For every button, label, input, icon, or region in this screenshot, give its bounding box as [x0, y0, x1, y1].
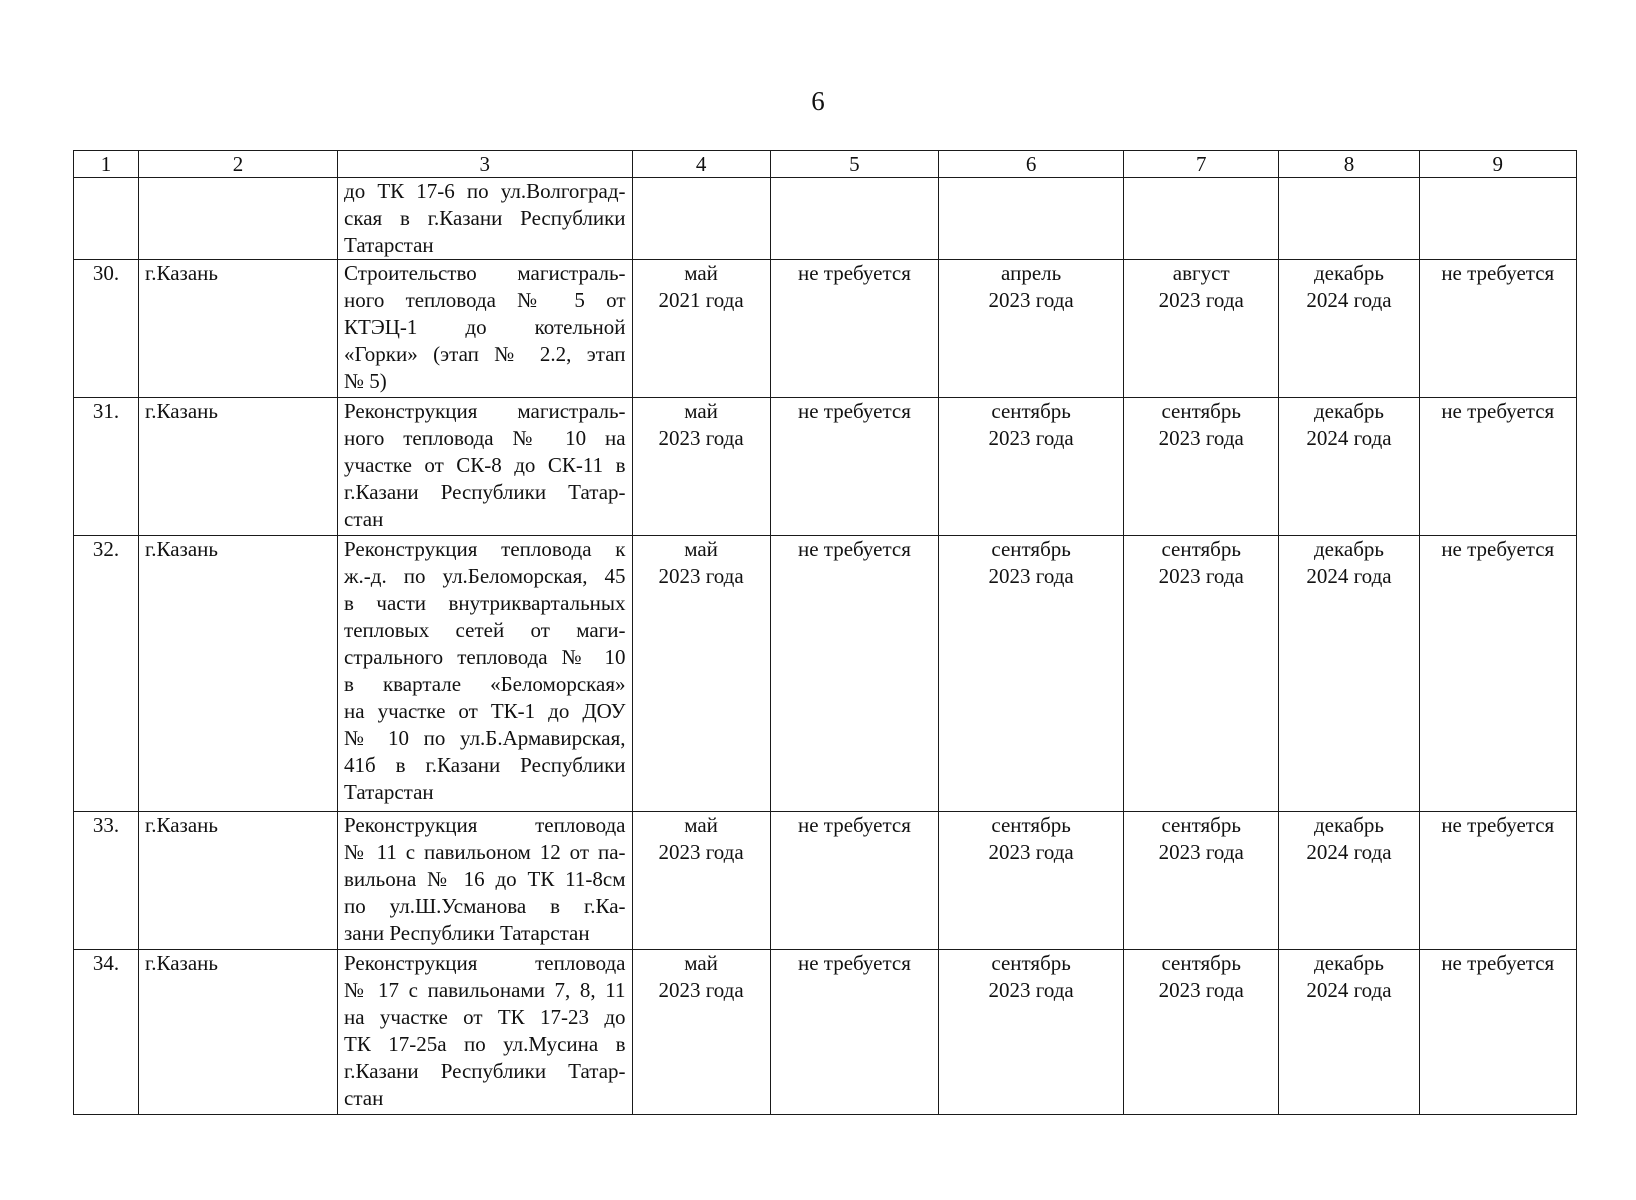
requirement-cell: не требуется [770, 812, 939, 950]
year-text: 2023 года [1158, 840, 1244, 864]
requirement-cell-col9 [1419, 178, 1576, 260]
date-cell-col7 [1124, 812, 1279, 950]
month-text: сентябрь [991, 951, 1071, 975]
description-line: 41б в г.Казани Республики [344, 753, 626, 777]
description-line: Реконструкция тепловода [344, 813, 626, 837]
start-date-cell [632, 398, 770, 536]
requirement-cell: не требуется [770, 398, 939, 536]
description-line: на участке от ТК-1 до ДОУ [344, 699, 626, 723]
description-line: «Горки» (этап № 2.2, этап [344, 342, 626, 366]
city-cell [138, 178, 337, 260]
year-text: 2023 года [658, 840, 744, 864]
date-cell-col6 [939, 950, 1124, 1115]
table-row [74, 536, 1577, 812]
month-text: май [684, 399, 718, 423]
description-line: ТК 17-25а по ул.Мусина в [344, 1032, 626, 1056]
month-text: декабрь [1313, 813, 1384, 837]
end-date-cell [1279, 398, 1419, 536]
date-cell-col6 [939, 178, 1124, 260]
description-line: в части внутриквартальных [344, 591, 626, 615]
requirement-cell: не требуется [770, 536, 939, 812]
month-text: сентябрь [1161, 537, 1241, 561]
end-date-cell [1279, 536, 1419, 812]
date-cell-col8 [1279, 178, 1419, 260]
description-line: зани Республики Татарстан [344, 921, 590, 945]
row-number-cell: 34. [74, 950, 139, 1115]
date-cell-col7 [1124, 260, 1279, 398]
year-text: 2023 года [1158, 288, 1244, 312]
row-number-cell: 33. [74, 812, 139, 950]
column-header: 7 [1124, 151, 1279, 178]
description-line: до ТК 17-6 по ул.Волгоград- [344, 179, 626, 203]
month-text: май [684, 537, 718, 561]
description-line: стрального тепловода № 10 [344, 645, 626, 669]
year-text: 2023 года [1158, 564, 1244, 588]
description-line: Татарстан [344, 780, 434, 804]
description-line: на участке от ТК 17-23 до [344, 1005, 626, 1029]
column-header: 9 [1419, 151, 1576, 178]
column-header: 5 [770, 151, 939, 178]
year-text: 2023 года [988, 978, 1074, 1002]
requirement-cell: не требуется [770, 950, 939, 1115]
column-header: 1 [74, 151, 139, 178]
column-header: 6 [939, 151, 1124, 178]
end-date-cell [1279, 260, 1419, 398]
month-text: декабрь [1313, 399, 1384, 423]
table-row [74, 398, 1577, 536]
year-text: 2024 года [1306, 288, 1392, 312]
month-text: май [684, 261, 718, 285]
year-text: 2024 года [1306, 564, 1392, 588]
city-cell: г.Казань [138, 398, 337, 536]
month-text: декабрь [1313, 951, 1384, 975]
month-text: май [684, 813, 718, 837]
city-cell: г.Казань [138, 260, 337, 398]
month-text: апрель [1001, 261, 1062, 285]
description-cell [338, 812, 633, 950]
table-row [74, 950, 1577, 1115]
month-text: сентябрь [991, 537, 1071, 561]
table-row [74, 812, 1577, 950]
requirement-cell: не требуется [1419, 536, 1576, 812]
description-line: ного тепловода № 5 от [344, 288, 626, 312]
description-line: КТЭЦ-1 до котельной [344, 315, 626, 339]
year-text: 2023 года [658, 978, 744, 1002]
month-text: сентябрь [991, 399, 1071, 423]
description-cell [338, 178, 633, 260]
schedule-table [73, 150, 1577, 1115]
year-text: 2021 года [658, 288, 744, 312]
year-text: 2024 года [1306, 840, 1392, 864]
year-text: 2023 года [1158, 978, 1244, 1002]
description-line: № 5) [344, 369, 387, 393]
description-line: участке от СК-8 до СК-11 в [344, 453, 626, 477]
description-cell [338, 950, 633, 1115]
start-date-cell [632, 950, 770, 1115]
year-text: 2024 года [1306, 426, 1392, 450]
month-text: сентябрь [991, 813, 1071, 837]
requirement-cell: не требуется [770, 260, 939, 398]
city-cell: г.Казань [138, 950, 337, 1115]
date-cell-col6 [939, 812, 1124, 950]
row-number-cell: 30. [74, 260, 139, 398]
requirement-cell-col5 [770, 178, 939, 260]
description-line: г.Казани Республики Татар- [344, 480, 626, 504]
column-header: 3 [338, 151, 633, 178]
start-date-cell [632, 812, 770, 950]
month-text: сентябрь [1161, 813, 1241, 837]
year-text: 2023 года [988, 840, 1074, 864]
description-line: г.Казани Республики Татар- [344, 1059, 626, 1083]
description-line: Реконструкция тепловода к [344, 537, 626, 561]
description-cell [338, 536, 633, 812]
description-line: Татарстан [344, 233, 434, 257]
description-line: тепловых сетей от маги- [344, 618, 626, 642]
date-cell-col6 [939, 260, 1124, 398]
year-text: 2023 года [658, 564, 744, 588]
column-header: 8 [1279, 151, 1419, 178]
description-line: № 10 по ул.Б.Армавирская, [344, 726, 626, 750]
year-text: 2023 года [1158, 426, 1244, 450]
description-cell [338, 398, 633, 536]
month-text: сентябрь [1161, 399, 1241, 423]
year-text: 2023 года [988, 564, 1074, 588]
description-line: вильона № 16 до ТК 11-8см [344, 867, 626, 891]
date-cell-col7 [1124, 398, 1279, 536]
description-line: стан [344, 507, 384, 531]
month-text: декабрь [1313, 537, 1384, 561]
end-date-cell [1279, 950, 1419, 1115]
column-header: 2 [138, 151, 337, 178]
description-line: ж.-д. по ул.Беломорская, 45 [344, 564, 626, 588]
description-line: № 11 с павильоном 12 от па- [344, 840, 626, 864]
date-cell-col6 [939, 536, 1124, 812]
description-line: № 17 с павильонами 7, 8, 11 [344, 978, 626, 1002]
year-text: 2023 года [988, 288, 1074, 312]
date-cell-col6 [939, 398, 1124, 536]
start-date-cell [632, 536, 770, 812]
description-line: Строительство магистраль- [344, 261, 626, 285]
month-text: декабрь [1313, 261, 1384, 285]
row-number-cell [74, 178, 139, 260]
description-line: Реконструкция магистраль- [344, 399, 626, 423]
city-cell: г.Казань [138, 536, 337, 812]
date-cell-col4 [632, 178, 770, 260]
date-cell-col7 [1124, 178, 1279, 260]
date-cell-col7 [1124, 950, 1279, 1115]
table-body [74, 178, 1577, 1115]
table-header-row [74, 151, 1577, 178]
description-line: по ул.Ш.Усманова в г.Ка- [344, 894, 626, 918]
month-text: август [1172, 261, 1230, 285]
row-number-cell: 31. [74, 398, 139, 536]
column-header: 4 [632, 151, 770, 178]
requirement-cell: не требуется [1419, 260, 1576, 398]
year-text: 2023 года [658, 426, 744, 450]
year-text: 2024 года [1306, 978, 1392, 1002]
month-text: сентябрь [1161, 951, 1241, 975]
city-cell: г.Казань [138, 812, 337, 950]
date-cell-col7 [1124, 536, 1279, 812]
table-row-continuation [74, 178, 1577, 260]
description-line: Реконструкция тепловода [344, 951, 626, 975]
row-number-cell: 32. [74, 536, 139, 812]
start-date-cell [632, 260, 770, 398]
description-line: ская в г.Казани Республики [344, 206, 626, 230]
description-line: ного тепловода № 10 на [344, 426, 626, 450]
end-date-cell [1279, 812, 1419, 950]
requirement-cell: не требуется [1419, 950, 1576, 1115]
description-cell [338, 260, 633, 398]
page-number: 6 [811, 86, 825, 116]
requirement-cell: не требуется [1419, 812, 1576, 950]
table-row [74, 260, 1577, 398]
requirement-cell: не требуется [1419, 398, 1576, 536]
description-line: стан [344, 1086, 384, 1110]
description-line: в квартале «Беломорская» [344, 672, 626, 696]
month-text: май [684, 951, 718, 975]
year-text: 2023 года [988, 426, 1074, 450]
